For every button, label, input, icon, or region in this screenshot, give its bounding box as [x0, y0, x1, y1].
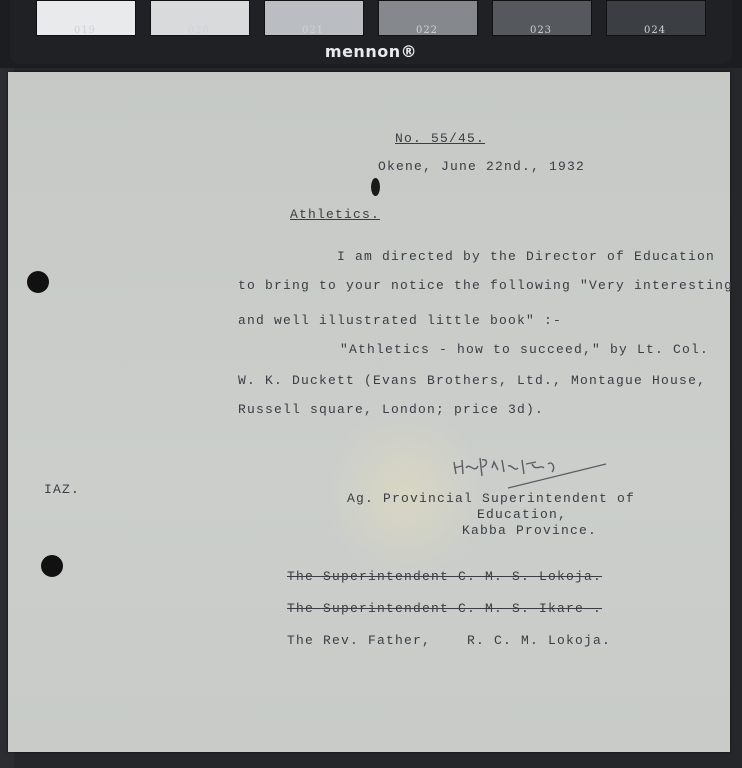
- body-line: "Athletics - how to succeed," by Lt. Col.: [340, 342, 710, 357]
- typist-initials: IAZ.: [44, 482, 81, 497]
- patch-label-022: 022: [415, 25, 439, 36]
- patch-label-023: 023: [529, 25, 553, 36]
- patch-label-019: 019: [73, 25, 97, 36]
- paper-tear-mark: [371, 178, 380, 196]
- body-line: to bring to your notice the following "Very interesting: [238, 278, 734, 293]
- place-date: Okene, June 22nd., 1932: [378, 159, 586, 174]
- subject-heading: Athletics.: [290, 207, 381, 222]
- color-target-card: [0, 0, 742, 68]
- punch-hole-top: [27, 271, 49, 293]
- recipient: The Rev. Father, R. C. M. Lokoja.: [287, 633, 612, 648]
- brand-logo: mennon®: [324, 42, 418, 61]
- letter-page: [8, 72, 734, 752]
- reference-number: No. 55/45.: [395, 131, 486, 146]
- signature-title-line: Kabba Province.: [462, 523, 598, 538]
- body-line: I am directed by the Director of Education: [337, 249, 716, 264]
- body-line: Russell square, London; price 3d).: [238, 402, 545, 417]
- patch-label-021: 021: [301, 25, 325, 36]
- patch-label-024: 024: [643, 25, 667, 36]
- recipient-struck: The Superintendent C. M. S. Lokoja.: [287, 569, 603, 584]
- handwritten-signature: [448, 444, 618, 494]
- signature-title-line: Education,: [477, 507, 568, 522]
- patch-label-020: 020: [187, 25, 211, 36]
- punch-hole-bottom: [41, 555, 63, 577]
- body-line: and well illustrated little book" :-: [238, 313, 563, 328]
- body-line: W. K. Duckett (Evans Brothers, Ltd., Montague House,: [238, 373, 707, 388]
- recipient-struck: The Superintendent C. M. S. Ikare .: [287, 601, 603, 616]
- signature-title-line: Ag. Provincial Superintendent of: [347, 491, 636, 506]
